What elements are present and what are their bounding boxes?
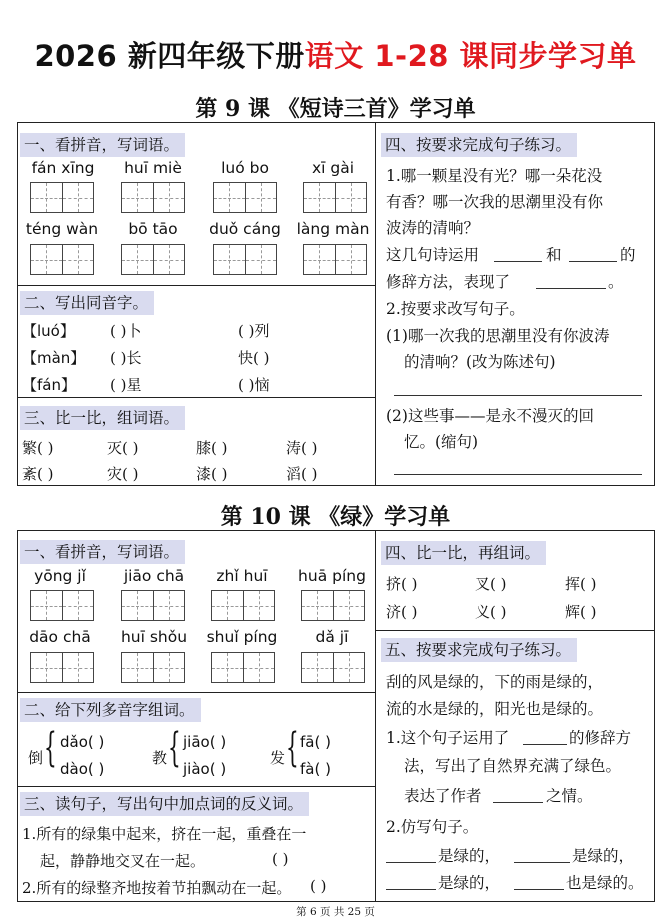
divider — [375, 531, 376, 901]
polyphone-char: 教 — [152, 749, 168, 767]
writing-grid[interactable] — [301, 590, 365, 621]
writing-grid[interactable] — [121, 182, 185, 213]
homophone-label: 【luó】 — [22, 322, 75, 340]
pinyin: yōng jǐ — [34, 567, 86, 585]
question-text: 修辞方法，表现了 — [386, 273, 511, 291]
blank[interactable]: 涛( ) — [286, 439, 318, 457]
answer-line[interactable] — [569, 261, 617, 262]
blank[interactable]: ( )卜 — [110, 322, 142, 340]
homophone-label: 【fán】 — [22, 376, 76, 394]
l10-section3-title: 三、读句子，写出句中加点词的反义词。 — [20, 792, 309, 816]
blank[interactable]: 繁( ) — [22, 439, 54, 457]
blank[interactable]: fā( ) — [300, 733, 331, 751]
pinyin: jiāo chā — [123, 567, 185, 585]
writing-grid[interactable] — [121, 590, 185, 621]
pinyin: luó bo — [221, 159, 269, 177]
passage-text: 刮的风是绿的，下的雨是绿的， — [386, 673, 604, 691]
writing-grid[interactable] — [303, 182, 367, 213]
answer-line[interactable] — [514, 862, 570, 863]
question-text: 是绿的， — [572, 847, 635, 865]
l9-section3-title: 三、比一比，组词语。 — [20, 406, 185, 430]
answer-line[interactable] — [394, 474, 642, 475]
pinyin: huā píng — [298, 567, 366, 585]
pinyin: xī gài — [311, 159, 355, 177]
writing-grid[interactable] — [30, 244, 94, 275]
blank[interactable]: 灭( ) — [107, 439, 139, 457]
divider — [18, 397, 375, 398]
writing-grid[interactable] — [30, 652, 94, 683]
brace-icon: { — [44, 725, 57, 771]
blank[interactable]: ( )星 — [110, 376, 142, 394]
blank[interactable]: 漆( ) — [196, 465, 228, 483]
divider — [18, 285, 375, 286]
blank[interactable]: 膝( ) — [196, 439, 228, 457]
answer-line[interactable] — [386, 889, 436, 890]
polyphone-char: 倒 — [28, 749, 44, 767]
question-text: 是绿的， — [438, 874, 501, 892]
question-text: 2.按要求改写句子。 — [386, 300, 525, 318]
pinyin: shuǐ píng — [206, 628, 278, 646]
writing-grid[interactable] — [211, 652, 275, 683]
blank[interactable]: 辉( ) — [565, 603, 597, 621]
title-prefix: 2026 新四年级下册 — [34, 39, 305, 73]
pinyin: zhǐ huī — [216, 567, 268, 585]
pinyin: huī shǒu — [120, 628, 188, 646]
question-text: 1.所有的绿集中起来，挤在一起，重叠在一 — [22, 825, 307, 843]
answer-line[interactable] — [386, 862, 436, 863]
blank[interactable]: ( ) — [310, 877, 327, 895]
blank[interactable]: jiào( ) — [183, 760, 227, 778]
l10-section2-title: 二、给下列多音字组词。 — [20, 698, 201, 722]
answer-line[interactable] — [394, 395, 642, 396]
question-text: 1.哪一颗星没有光？哪一朵花没 — [386, 167, 603, 185]
divider — [375, 123, 376, 485]
blank[interactable]: ( )恼 — [238, 376, 270, 394]
question-text: 也是绿的。 — [566, 874, 644, 892]
blank[interactable]: ( ) — [272, 850, 289, 868]
question-text: 有香？哪一次我的思潮里没有你 — [386, 193, 604, 211]
question-text: (1)哪一次我的思潮里没有你波涛 — [386, 327, 610, 345]
question-text: (2)这些事——是永不漫灭的回 — [386, 407, 594, 425]
question-text: 之情。 — [546, 787, 593, 805]
question-text: 的 — [620, 246, 636, 264]
page-title — [0, 34, 671, 75]
l9-section4-title: 四、按要求完成句子练习。 — [381, 133, 577, 157]
question-text: 是绿的， — [438, 847, 501, 865]
question-text: 1.这个句子运用了 — [386, 729, 510, 747]
l10-section5-title: 五、按要求完成句子练习。 — [381, 638, 577, 662]
pinyin: làng màn — [296, 220, 370, 238]
question-text: 起，静静地交叉在一起。 — [40, 852, 206, 870]
pinyin: fán xīng — [31, 159, 95, 177]
writing-grid[interactable] — [211, 590, 275, 621]
answer-line[interactable] — [494, 261, 542, 262]
pinyin: duǒ cáng — [209, 220, 281, 238]
writing-grid[interactable] — [303, 244, 367, 275]
blank[interactable]: jiāo( ) — [183, 733, 227, 751]
homophone-label: 【màn】 — [22, 349, 86, 367]
writing-grid[interactable] — [121, 244, 185, 275]
pinyin: téng wàn — [25, 220, 99, 238]
l9-section1-title: 一、看拼音，写词语。 — [20, 133, 185, 157]
writing-grid[interactable] — [121, 652, 185, 683]
lesson9-title: 第 9 课 《短诗三首》学习单 — [195, 96, 476, 122]
blank[interactable]: 济( ) — [386, 603, 418, 621]
pinyin: dǎ jī — [315, 628, 349, 646]
page-number: 第 6 页 共 25 页 — [296, 906, 375, 918]
blank[interactable]: 挤( ) — [386, 575, 418, 593]
question-text: 和 — [546, 246, 562, 264]
question-text: 法，写出了自然界充满了绿色。 — [404, 757, 622, 775]
divider — [376, 630, 654, 631]
pinyin: huī miè — [124, 159, 182, 177]
writing-grid[interactable] — [30, 590, 94, 621]
question-text: 这几句诗运用 — [386, 246, 480, 264]
question-text: 的清响？(改为陈述句) — [404, 353, 556, 371]
question-text: 表达了作者 — [404, 787, 482, 805]
writing-grid[interactable] — [30, 182, 94, 213]
answer-line[interactable] — [523, 744, 567, 745]
l9-section2-title: 二、写出同音字。 — [20, 291, 154, 315]
brace-icon: { — [286, 725, 299, 771]
pinyin: bō tāo — [128, 220, 178, 238]
question-text: 。 — [608, 273, 624, 291]
blank[interactable]: ( )长 — [110, 349, 142, 367]
pinyin: dāo chā — [29, 628, 91, 646]
blank[interactable]: 叉( ) — [475, 575, 507, 593]
answer-line[interactable] — [514, 889, 564, 890]
writing-grid[interactable] — [301, 652, 365, 683]
title-highlight: 语文 1-28 课同步学习单 — [304, 39, 637, 73]
blank[interactable]: 紊( ) — [22, 465, 54, 483]
blank[interactable]: ( )列 — [238, 322, 270, 340]
blank[interactable]: 滔( ) — [286, 465, 318, 483]
blank[interactable]: dǎo( ) — [60, 733, 105, 751]
question-text: 的修辞方 — [569, 729, 632, 747]
blank[interactable]: fà( ) — [300, 760, 331, 778]
passage-text: 流的水是绿的，阳光也是绿的。 — [386, 700, 604, 718]
question-text: 2.所有的绿整齐地按着节拍飘动在一起。 — [22, 879, 292, 897]
blank[interactable]: 灾( ) — [107, 465, 139, 483]
divider — [18, 692, 375, 693]
blank[interactable]: 快( ) — [238, 349, 270, 367]
brace-icon: { — [168, 725, 181, 771]
polyphone-char: 发 — [270, 749, 286, 767]
divider — [18, 786, 375, 787]
lesson10-title: 第 10 课 《绿》学习单 — [220, 504, 451, 530]
blank[interactable]: dào( ) — [60, 760, 105, 778]
question-text: 2.仿写句子。 — [386, 818, 479, 836]
blank[interactable]: 挥( ) — [565, 575, 597, 593]
answer-line[interactable] — [536, 288, 606, 289]
l10-section1-title: 一、看拼音，写词语。 — [20, 540, 185, 564]
question-text: 波涛的清响？ — [386, 219, 480, 237]
blank[interactable]: 义( ) — [475, 603, 507, 621]
writing-grid[interactable] — [213, 182, 277, 213]
answer-line[interactable] — [493, 802, 543, 803]
question-text: 忆。(缩句) — [404, 433, 479, 451]
writing-grid[interactable] — [213, 244, 277, 275]
l10-section4-title: 四、比一比，再组词。 — [381, 541, 546, 565]
